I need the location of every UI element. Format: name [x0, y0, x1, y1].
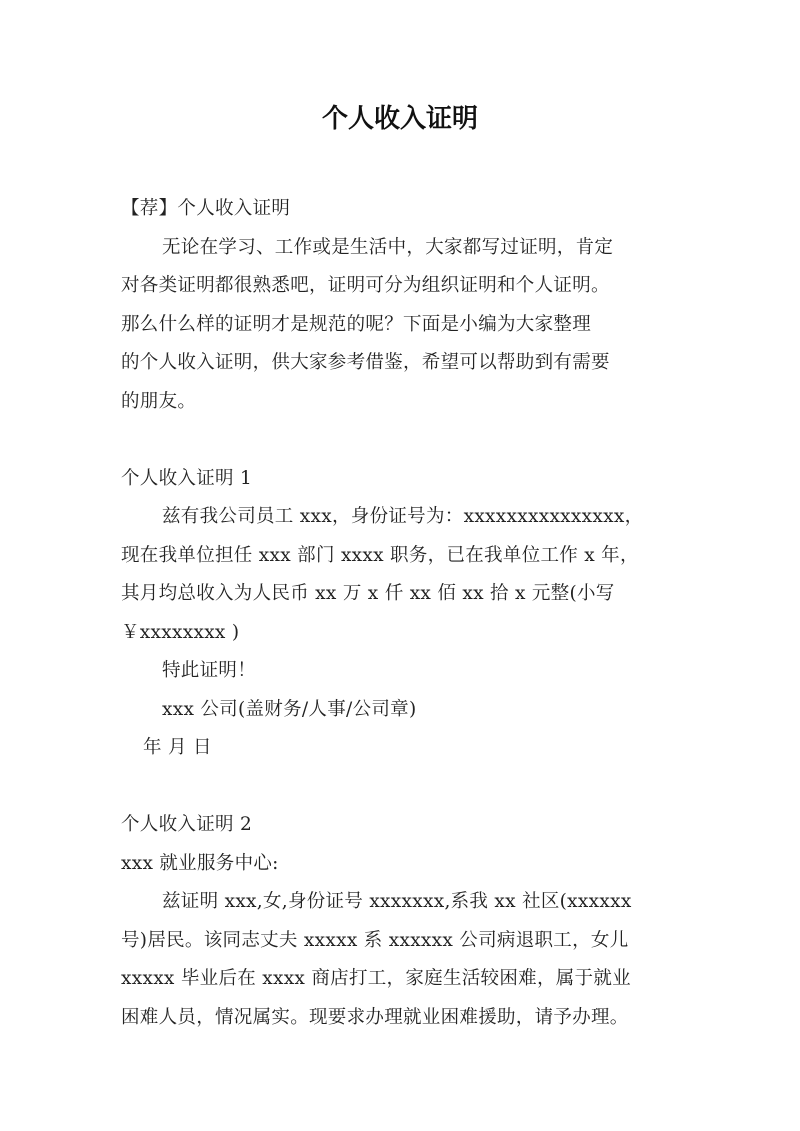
intro-line: 无论在学习、工作或是生活中，大家都写过证明，肯定 — [162, 236, 614, 258]
section1-line: 现在我单位担任 xxx 部门 xxxx 职务，已在我单位工作 x 年， — [121, 544, 639, 566]
document-title: 个人收入证明 — [321, 104, 478, 134]
section2-line: xxxxx 毕业后在 xxxx 商店打工，家庭生活较困难，属于就业 — [121, 968, 631, 989]
intro-line: 的个人收入证明，供大家参考借鉴，希望可以帮助到有需要 — [121, 352, 610, 373]
section2-addressee: xxx 就业服务中心: — [121, 852, 279, 874]
intro-line: 的朋友。 — [121, 390, 197, 412]
section1-date: 年 月 日 — [143, 737, 212, 758]
section1-heading: 个人收入证明 1 — [121, 467, 253, 489]
section1-closing: 特此证明！ — [162, 660, 257, 681]
section2-line: 兹证明 xxx,女,身份证号 xxxxxxx,系我 xx 社区(xxxxxx — [162, 891, 632, 912]
intro-heading: 【荐】个人收入证明 — [121, 198, 291, 219]
paragraph-gap — [121, 421, 687, 460]
document-body — [121, 190, 687, 1037]
section2-line: 号)居民。该同志丈夫 xxxxx 系 xxxxxx 公司病退职工，女儿 — [121, 929, 629, 951]
intro-line: 对各类证明都很熟悉吧，证明可分为组织证明和个人证明。 — [121, 275, 610, 296]
section1-line: 兹有我公司员工 xxx，身份证号为：xxxxxxxxxxxxxxx， — [162, 506, 644, 527]
intro-line: 那么什么样的证明才是规范的呢？下面是小编为大家整理 — [121, 313, 592, 335]
section1-signature: xxx 公司(盖财务/人事/公司章) — [162, 698, 417, 720]
section2-heading: 个人收入证明 2 — [121, 814, 253, 835]
section1-line: 其月均总收入为人民币 xx 万 x 仟 xx 佰 xx 拾 x 元整(小写 — [121, 583, 615, 604]
section2-line: 困难人员，情况属实。现要求办理就业困难援助，请予办理。 — [121, 1006, 629, 1028]
section1-line: ￥xxxxxxxx ) — [121, 621, 240, 643]
paragraph-gap — [121, 768, 687, 807]
